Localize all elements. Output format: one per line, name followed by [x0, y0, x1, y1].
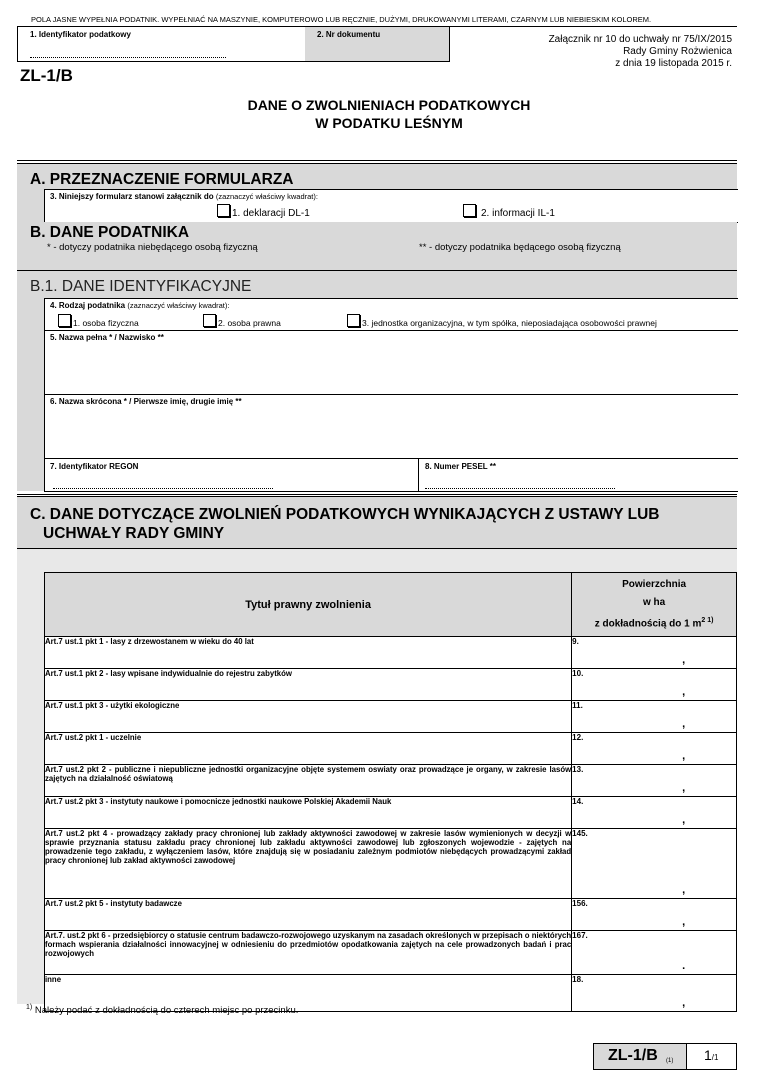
field-number: 167. — [572, 931, 588, 940]
field8-label: 8. Numer PESEL ** — [425, 462, 496, 471]
option-natural-person[interactable] — [58, 314, 139, 328]
section-a-heading: A. PRZEZNACZENIE FORMULARZA — [30, 171, 294, 188]
title-line-1: DANE O ZWOLNIENIACH PODATKOWYCH — [247, 97, 531, 113]
table-header-row — [45, 573, 737, 637]
area-input-cell[interactable] — [572, 975, 737, 1012]
decimal-separator: , — [682, 916, 686, 928]
section-c-heading-box — [17, 496, 737, 549]
short-name-field[interactable] — [44, 394, 738, 459]
option-legal-person[interactable] — [203, 314, 281, 328]
field-number: 145. — [572, 829, 588, 838]
exemption-title: Art.7. ust.2 pkt 6 - przedsiębiorcy o statusie centrum badawczo-rozwojowego uzyskanym na zasadach określonych w przepisach o niektórych formach wspierania działalności innowacyjnej w odniesieniu do przedmiotów opodatkowania zajętych na cele prowadzonych badań i prac rozwojowych — [45, 931, 572, 975]
decimal-separator: , — [682, 782, 686, 794]
field-number: 10. — [572, 669, 584, 678]
area-input-cell[interactable] — [572, 701, 737, 733]
area-input-cell[interactable] — [572, 765, 737, 797]
decimal-separator: , — [682, 814, 686, 826]
table-row — [45, 899, 737, 931]
area-input-cell[interactable] — [572, 931, 737, 975]
footer-code: ZL-1/B — [608, 1047, 658, 1064]
option-declaration-label: 1. deklaracji DL-1 — [232, 208, 310, 219]
full-name-field[interactable] — [44, 330, 738, 395]
section-a-heading-box — [17, 163, 737, 190]
decimal-separator: , — [682, 718, 686, 730]
table-row — [45, 797, 737, 829]
option-information-il1[interactable] — [463, 204, 555, 219]
column-header-legal-title-text: Tytuł prawny zwolnienia — [245, 598, 371, 611]
checkbox-icon[interactable] — [347, 314, 360, 327]
exemption-title: Art.7 ust.2 pkt 5 - instytuty badawcze — [45, 899, 572, 931]
field3-label: 3. Niniejszy formularz stanowi załącznik do — [50, 192, 214, 201]
decimal-separator: , — [682, 654, 686, 666]
top-instruction: POLA JASNE WYPEŁNIA PODATNIK. WYPEŁNIAĆ NA MASZYNIE, KOMPUTEROWO LUB RĘCZNIE, DUŻYMI, DRUKOWANYMI LITERAMI, CZARNYM LUB NIEBIESKIM KOLOREM. — [31, 15, 652, 24]
field7-label: 7. Identyfikator REGON — [50, 462, 139, 471]
page-number — [704, 1047, 718, 1063]
exemption-title: Art.7 ust.1 pkt 2 - lasy wpisane indywidualnie do rejestru zabytków — [45, 669, 572, 701]
tax-id-label: 1. Identyfikator podatkowy — [30, 30, 131, 39]
decimal-separator: , — [682, 686, 686, 698]
area-header-line-3-text: z dokładnością do 1 m — [594, 618, 702, 630]
table-row — [45, 637, 737, 669]
exemptions-table — [44, 572, 737, 1012]
footnote-text: Należy podać z dokładnością do czterech miejsc po przecinku. — [34, 1005, 299, 1017]
footnote-mark: 1) — [26, 1004, 33, 1011]
section-b-note-1: * - dotyczy podatnika niebędącego osobą fizyczną — [47, 242, 258, 253]
field-number: 156. — [572, 899, 588, 908]
table-row — [45, 733, 737, 765]
section-b-note-2: ** - dotyczy podatnika będącego osobą fizyczną — [419, 242, 621, 253]
exemption-title: Art.7 ust.2 pkt 2 - publiczne i niepubliczne jednostki organizacyjne objęte systemem oswiaty oraz prowadzące je organy, w zakresie lasów zajętych na działalność oświatową — [45, 765, 572, 797]
table-row — [45, 931, 737, 975]
footer-code-box — [593, 1043, 737, 1070]
column-header-area — [572, 573, 737, 637]
title-line-2: W PODATKU LEŚNYM — [315, 115, 463, 131]
annex-note — [549, 34, 732, 70]
area-header-superscript: 2 1) — [701, 617, 714, 624]
checkbox-icon[interactable] — [58, 314, 71, 327]
annex-line-2: Rady Gminy Rożwienica — [623, 46, 732, 57]
page-current: 1 — [704, 1047, 712, 1063]
section-c-heading — [30, 505, 659, 543]
decimal-separator: . — [682, 960, 686, 972]
form-code: ZL-1/B — [20, 66, 73, 85]
page-title — [0, 96, 778, 132]
footer-code-sub: (1) — [666, 1058, 674, 1064]
section-b-heading: B. DANE PODATNIKA — [30, 224, 190, 241]
decimal-separator: , — [682, 997, 686, 1009]
field-number: 14. — [572, 797, 584, 806]
checkbox-icon[interactable] — [217, 204, 230, 217]
annex-line-3: z dnia 19 listopada 2015 r. — [615, 58, 732, 69]
form-purpose-field — [44, 189, 738, 223]
pesel-field[interactable] — [418, 458, 738, 492]
exemption-title: inne — [45, 975, 572, 1012]
taxpayer-type-field — [44, 298, 738, 331]
annex-line-1: Załącznik nr 10 do uchwały nr 75/IX/2015 — [548, 34, 732, 45]
table-row — [45, 765, 737, 797]
field4-hint: (zaznaczyć właściwy kwadrat): — [127, 301, 230, 310]
tax-id-field[interactable] — [17, 27, 307, 61]
decimal-separator: , — [682, 884, 686, 896]
section-c-heading-line-1: C. DANE DOTYCZĄCE ZWOLNIEŃ PODATKOWYCH WYNIKAJĄCYCH Z USTAWY LUB — [30, 506, 660, 523]
option-legal-person-label: 2. osoba prawna — [218, 318, 281, 328]
table-row — [45, 829, 737, 899]
page-total: /1 — [711, 1053, 719, 1062]
option-natural-person-label: 1. osoba fizyczna — [73, 318, 139, 328]
decimal-separator: , — [682, 750, 686, 762]
area-input-cell[interactable] — [572, 733, 737, 765]
field6-label: 6. Nazwa skrócona * / Pierwsze imię, drugie imię ** — [50, 397, 242, 406]
field-number: 9. — [572, 637, 579, 646]
area-input-cell[interactable] — [572, 797, 737, 829]
option-organizational-unit[interactable] — [347, 314, 657, 328]
regon-field[interactable] — [44, 458, 419, 492]
section-b1-heading: B.1. DANE IDENTYFIKACYJNE — [30, 278, 252, 295]
field-number: 11. — [572, 701, 583, 710]
footnote — [26, 1004, 298, 1016]
exemption-title: Art.7 ust.2 pkt 4 - prowadzący zakłady pracy chronionej lub zakłady aktywności zawodowej w zakresie lasów wymienionych w decyzji w sprawie przyznania statusu zakładu pracy chronionej lub zakładu aktywności zawodowej lub zgłoszonych wojewodzie - zajętych na prowadzenie tego zakładu, z wyłączeniem lasów, które znajdują się w posiadaniu zależnym podmiotów niebędących prowadzącymi zakład pracy chronionej lub zakład aktywności zawodowej — [45, 829, 572, 899]
area-input-cell[interactable] — [572, 669, 737, 701]
field-number: 12. — [572, 733, 584, 742]
field3-hint: (zaznaczyć właściwy kwadrat): — [215, 192, 318, 201]
area-input-cell[interactable] — [572, 829, 737, 899]
section-c-heading-line-2: UCHWAŁY RADY GMINY — [43, 525, 225, 542]
exemption-title: Art.7 ust.2 pkt 1 - uczelnie — [45, 733, 572, 765]
section-b-heading-box — [17, 222, 737, 270]
section-b1-heading-box — [17, 270, 737, 299]
option-organizational-unit-label: 3. jednostka organizacyjna, w tym spółka, nieposiadająca osobowości prawnej — [362, 318, 657, 328]
footer-code-cell — [594, 1044, 687, 1069]
option-information-label: 2. informacji IL-1 — [481, 208, 555, 219]
option-declaration-dl1[interactable] — [217, 204, 310, 219]
checkbox-icon[interactable] — [203, 314, 216, 327]
table-row — [45, 669, 737, 701]
document-number-field — [305, 27, 450, 61]
area-header-line-2: w ha — [642, 597, 666, 608]
area-input-cell[interactable] — [572, 899, 737, 931]
field5-label: 5. Nazwa pełna * / Nazwisko ** — [50, 333, 164, 342]
exemption-title: Art.7 ust.1 pkt 3 - użytki ekologiczne — [45, 701, 572, 733]
field4-label: 4. Rodzaj podatnika — [50, 301, 126, 310]
field-number: 13. — [572, 765, 584, 774]
area-header-line-3 — [572, 612, 736, 633]
document-number-label: 2. Nr dokumentu — [317, 30, 381, 39]
table-row — [45, 701, 737, 733]
column-header-legal-title — [45, 573, 572, 637]
checkbox-icon[interactable] — [463, 204, 476, 217]
area-input-cell[interactable] — [572, 637, 737, 669]
exemption-title: Art.7 ust.2 pkt 3 - instytuty naukowe i pomocnicze jednostki naukowe Polskiej Akademii Nauk — [45, 797, 572, 829]
exemption-title: Art.7 ust.1 pkt 1 - lasy z drzewostanem w wieku do 40 lat — [45, 637, 572, 669]
field-number: 18. — [572, 975, 584, 984]
area-header-line-1: Powierzchnia — [622, 579, 687, 590]
